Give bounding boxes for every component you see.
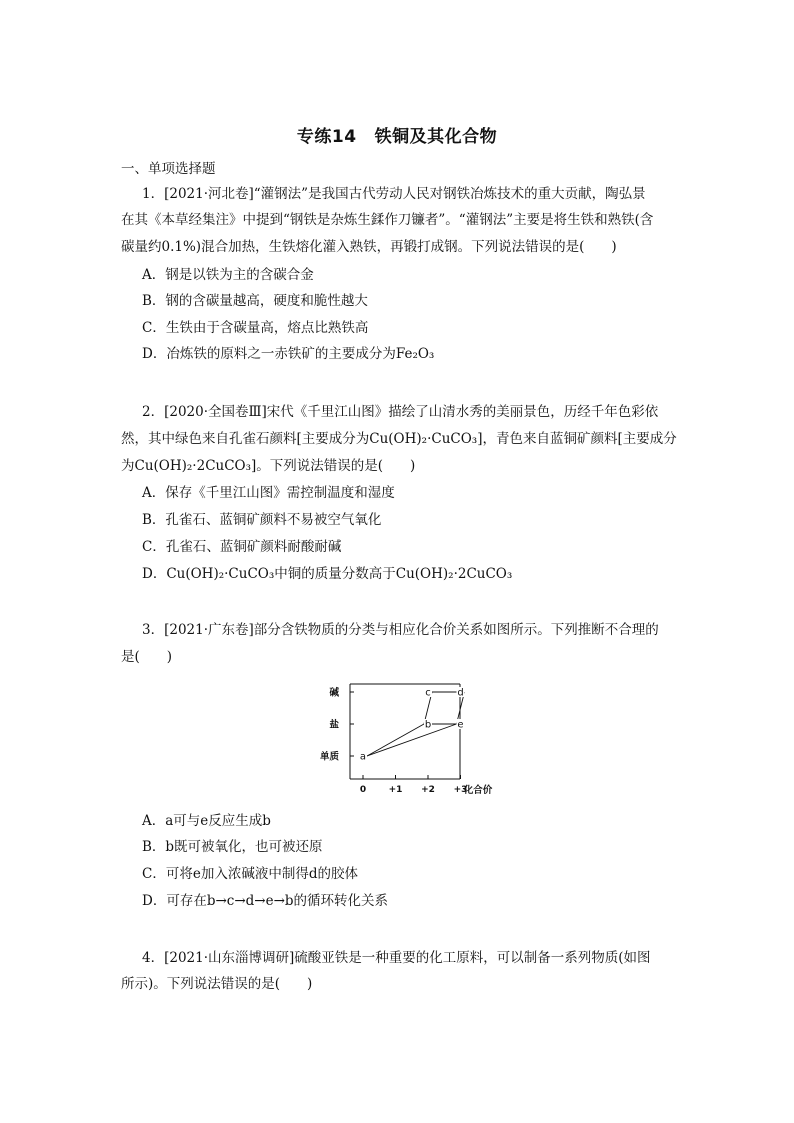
q4-stem-line1: 4．[2021·山东淄博调研]硫酸亚铁是一种重要的化工原料，可以制备一系列物质(如图 xyxy=(142,950,651,966)
q2-stem-line1: 2．[2020·全国卷Ⅲ]宋代《千里江山图》描绘了山清水秀的美丽景色，历经千年色彩依 xyxy=(142,404,659,420)
q2-option-a: A．保存《千里江山图》需控制温度和湿度 xyxy=(142,485,395,501)
page-title xyxy=(0,122,794,147)
chart-links xyxy=(367,692,465,756)
iron-valence-chart xyxy=(310,676,520,798)
q1-option-c: C．生铁由于含碳量高，熔点比熟铁高 xyxy=(142,320,369,336)
y-tick-label: 碱 xyxy=(329,687,339,699)
section-heading: 一、单项选择题 xyxy=(121,161,216,177)
y-tick-label: 单质 xyxy=(319,751,339,763)
q1-option-b: B．钢的含碳量越高，硬度和脆性越大 xyxy=(142,293,368,309)
point-e: e xyxy=(457,719,464,731)
q3-option-d: D．可存在b→c→d→e→b的循环转化关系 xyxy=(142,893,389,909)
q1-stem-line1: 1．[2021·河北卷]“灌钢法”是我国古代劳动人民对钢铁冶炼技术的重大贡献，陶弘景 xyxy=(142,186,646,202)
q2-option-d: D．Cu(OH)₂·CuCO₃中铜的质量分数高于Cu(OH)₂·2CuCO₃ xyxy=(142,566,513,582)
x-tick-label: +2 xyxy=(421,785,435,795)
q1-option-a: A．钢是以铁为主的含碳合金 xyxy=(142,267,314,283)
q2-stem-line3: 为Cu(OH)₂·2CuCO₃]。下列说法错误的是( ) xyxy=(121,458,416,474)
q3-option-b: B．b既可被氧化，也可被还原 xyxy=(142,839,323,855)
q3-option-c: C．可将e加入浓碱液中制得d的胶体 xyxy=(142,866,358,882)
point-b: b xyxy=(424,719,432,731)
x-tick-label: +3 xyxy=(453,785,468,795)
point-c: c xyxy=(425,687,431,699)
y-tick-label: 盐 xyxy=(329,719,339,731)
point-a: a xyxy=(359,751,367,763)
link-a-b xyxy=(367,724,424,756)
title-prefix: 专练14 xyxy=(296,127,357,147)
q2-option-c: C．孔雀石、蓝铜矿颜料耐酸耐碱 xyxy=(142,539,342,555)
q1-stem-line3: 碳量约0.1%)混合加热，生铁熔化灌入熟铁，再锻打成钢。下列说法错误的是( ) xyxy=(121,239,617,255)
x-axis-label: 化合价 xyxy=(463,785,493,796)
q3-stem-line2: 是( ) xyxy=(121,649,173,665)
q2-option-b: B．孔雀石、蓝铜矿颜料不易被空气氧化 xyxy=(142,512,382,528)
point-d: d xyxy=(457,687,464,699)
q3-stem-line1: 3．[2021·广东卷]部分含铁物质的分类与相应化合价关系如图所示。下列推断不合理的 xyxy=(142,622,659,638)
link-a-e xyxy=(367,724,457,756)
q2-stem-line2: 然，其中绿色来自孔雀石颜料[主要成分为Cu(OH)₂·CuCO₃]，青色来自蓝铜矿颜料[主要成分 xyxy=(121,431,677,447)
q3-option-a: A．a可与e反应生成b xyxy=(142,813,271,829)
q1-option-d: D．冶炼铁的原料之一赤铁矿的主要成分为Fe₂O₃ xyxy=(142,346,435,362)
x-tick-label: 0 xyxy=(359,785,367,795)
title-main: 铁铜及其化合物 xyxy=(374,127,498,147)
q1-stem-line2: 在其《本草经集注》中提到“钢铁是杂炼生鍒作刀镰者”。“灌钢法”主要是将生铁和熟铁(含 xyxy=(121,212,654,228)
chart-ticks xyxy=(320,687,493,797)
x-tick-label: +1 xyxy=(388,785,403,795)
q4-stem-line2: 所示)。下列说法错误的是( ) xyxy=(121,976,313,992)
chart-axes xyxy=(350,684,460,779)
